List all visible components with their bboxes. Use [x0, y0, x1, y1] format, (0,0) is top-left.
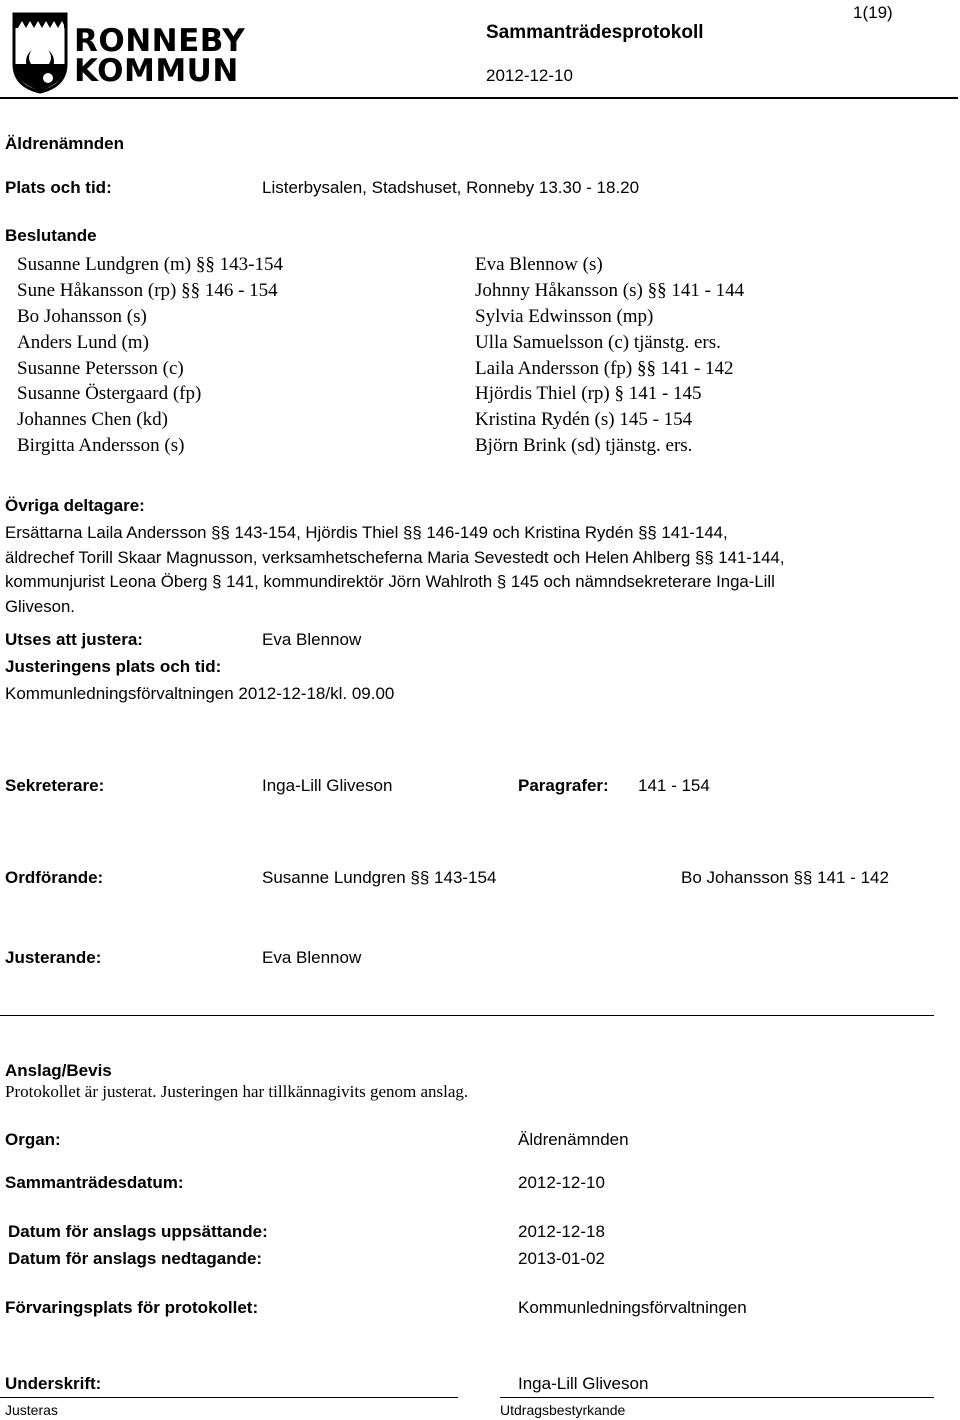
forvaring-label: Förvaringsplats för protokollet:: [5, 1298, 259, 1317]
ovriga-line: äldrechef Torill Skaar Magnusson, verksamhetscheferna Maria Sevestedt och Helen Ahlberg §§ 141-144,: [5, 547, 785, 567]
forvaring-value: Kommunledningsförvaltningen: [518, 1298, 747, 1317]
participant-right: Björn Brink (sd) tjänstg. ers.: [475, 435, 693, 457]
participant-left: Susanne Östergaard (fp): [17, 383, 202, 405]
logo-wordmark: [74, 23, 246, 89]
participant-row: [17, 433, 744, 459]
participant-left: Bo Johansson (s): [17, 305, 147, 327]
ovriga-line: Ersättarna Laila Andersson §§ 143-154, Hjördis Thiel §§ 146-149 och Kristina Rydén §§ 141-144,: [5, 523, 728, 542]
participant-right: Sylvia Edwinsson (mp): [475, 305, 654, 327]
utses-value: Eva Blennow: [262, 630, 362, 649]
organ-label: Organ:: [5, 1130, 61, 1149]
page-number: 1(19): [853, 3, 893, 22]
anslag-heading: Anslag/Bevis: [5, 1061, 112, 1080]
justering-plats-value: Kommunledningsförvaltningen 2012-12-18/kl. 09.00: [5, 684, 395, 703]
place-label: Plats och tid:: [5, 178, 112, 197]
uppsattande-label: Datum för anslags uppsättande:: [8, 1222, 268, 1241]
sammantradesdatum-label: Sammanträdesdatum:: [5, 1173, 184, 1192]
paragrafer-label: Paragrafer:: [518, 776, 609, 795]
ovriga-heading: Övriga deltagare:: [5, 496, 145, 515]
signature-line-right: [500, 1397, 934, 1398]
participant-right: Eva Blennow (s): [475, 254, 603, 275]
ordforande-value-alt: Bo Johansson §§ 141 - 142: [681, 868, 889, 887]
participant-right: Hjördis Thiel (rp) § 141 - 145: [475, 383, 702, 405]
sekreterare-label: Sekreterare:: [5, 776, 105, 795]
participant-left: Johannes Chen (kd): [17, 409, 168, 431]
ovriga-text: [5, 521, 925, 619]
justerande-label: Justerande:: [5, 948, 102, 967]
place-value: Listerbysalen, Stadshuset, Ronneby 13.30 - 18.20: [262, 178, 640, 197]
participant-right: Ulla Samuelsson (c) tjänstg. ers.: [475, 331, 721, 353]
nedtagande-label: Datum för anslags nedtagande:: [8, 1249, 263, 1268]
logo-line2: KOMMUN: [74, 53, 239, 89]
doc-date: 2012-12-10: [486, 66, 573, 85]
justering-plats-label: Justeringens plats och tid:: [5, 657, 222, 676]
anslag-text: Protokollet är justerat. Justeringen har tillkännagivits genom anslag.: [5, 1082, 469, 1101]
participant-left: Anders Lund (m): [17, 331, 149, 353]
participant-row: [17, 407, 744, 433]
organ-value: Äldrenämnden: [518, 1130, 629, 1149]
sekreterare-value: Inga-Lill Gliveson: [262, 776, 393, 795]
participant-row: [17, 330, 744, 356]
ovriga-line: Gliveson.: [5, 596, 75, 616]
participant-row: [17, 252, 744, 278]
signature-line-left: [0, 1397, 458, 1398]
doc-title: Sammanträdesprotokoll: [486, 22, 704, 43]
participant-right: Kristina Rydén (s) 145 - 154: [475, 409, 693, 431]
ordforande-label: Ordförande:: [5, 868, 104, 887]
participant-right: Johnny Håkansson (s) §§ 141 - 144: [475, 279, 745, 301]
participant-left: Susanne Lundgren (m) §§ 143-154: [17, 254, 283, 275]
participant-row: [17, 278, 744, 304]
footer-justeras: Justeras: [5, 1402, 58, 1418]
underskrift-label: Underskrift:: [5, 1374, 102, 1393]
ordforande-value: Susanne Lundgren §§ 143-154: [262, 868, 497, 887]
section-divider: [0, 1015, 934, 1016]
participant-row: [17, 381, 744, 407]
participant-row: [17, 356, 744, 382]
participant-right: Laila Andersson (fp) §§ 141 - 142: [475, 357, 734, 379]
committee-title: Äldrenämnden: [5, 134, 125, 153]
ovriga-line: kommunjurist Leona Öberg § 141, kommundirektör Jörn Wahlroth § 145 och nämndsekreterare Inga-Lill: [5, 572, 775, 591]
underskrift-value: Inga-Lill Gliveson: [518, 1374, 649, 1393]
participant-left: Susanne Petersson (c): [17, 357, 184, 379]
nedtagande-value: 2013-01-02: [518, 1249, 605, 1268]
beslutande-heading: Beslutande: [5, 226, 97, 245]
participant-left: Birgitta Andersson (s): [17, 435, 185, 457]
logo-line1: RONNEBY: [74, 23, 246, 59]
beslutande-list: [17, 252, 744, 459]
ronneby-shield-icon: [12, 12, 68, 94]
paragrafer-value: 141 - 154: [638, 776, 710, 795]
sammantradesdatum-value: 2012-12-10: [518, 1173, 605, 1192]
participant-left: Sune Håkansson (rp) §§ 146 - 154: [17, 279, 278, 301]
participant-row: [17, 304, 744, 330]
uppsattande-value: 2012-12-18: [518, 1222, 605, 1241]
header-divider: [0, 97, 958, 99]
justerande-value: Eva Blennow: [262, 948, 362, 967]
utses-label: Utses att justera:: [5, 630, 143, 649]
footer-utdragsbestyrkande: Utdragsbestyrkande: [500, 1402, 626, 1418]
